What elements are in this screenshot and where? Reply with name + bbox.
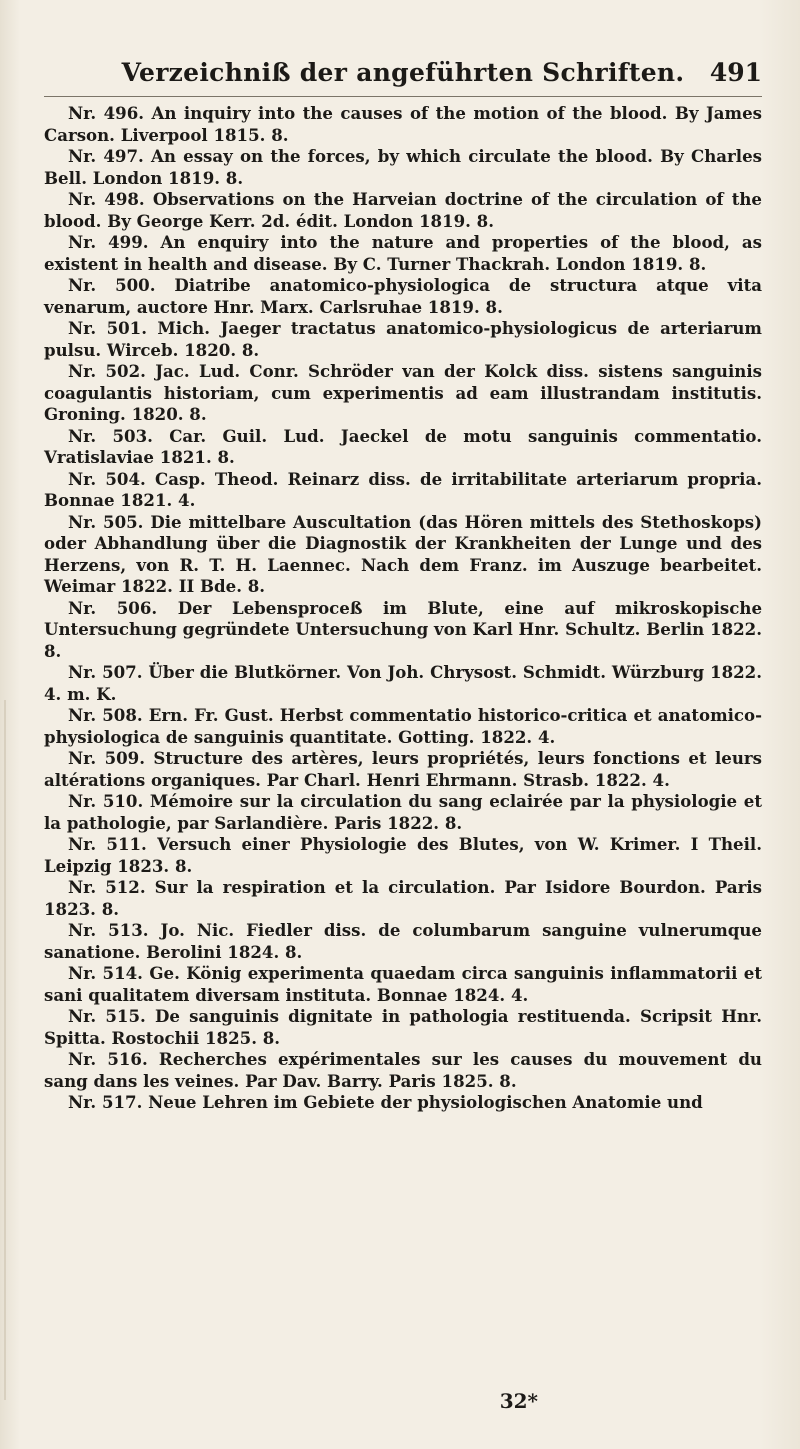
bibliography-entry: Nr. 499. An enquiry into the nature and properties of the blood, as existent in health and disease. By C. Turner Thackrah. London 1819. 8. — [44, 232, 762, 274]
bibliography-entry: Nr. 506. Der Lebensproceß im Blute, eine auf mikroskopische Untersuchung gegründete Untersuchung von Karl Hnr. Schultz. Berlin 1822. 8. — [44, 597, 762, 661]
bibliography-entry: Nr. 510. Mémoire sur la circulation du sang eclairée par la physiologie et la pathologie, par Sarlandière. Paris 1822. 8. — [44, 791, 762, 833]
bibliography-entry: Nr. 508. Ern. Fr. Gust. Herbst commentatio historico-critica et anatomico-physiologica de sanguinis quantitate. Gotting. 1822. 4. — [44, 705, 762, 747]
page-edge-shadow — [4, 700, 6, 1400]
bibliography-entry: Nr. 505. Die mittelbare Auscultation (das Hören mittels des Stethoskops) oder Abhandlung über die Diagnostik der Krankheiten der Lunge und des Herzens, von R. T. H. Laennec. Nach dem Franz. im Auszuge bearbeitet. Weimar 1822. II Bde. 8. — [44, 511, 762, 596]
bibliography-entry: Nr. 509. Structure des artères, leurs propriétés, leurs fonctions et leurs altérations organiques. Par Charl. Henri Ehrmann. Strasb. 1822. 4. — [44, 748, 762, 790]
bibliography-entry: Nr. 502. Jac. Lud. Conr. Schröder van der Kolck diss. sistens sanguinis coagulantis historiam, cum experimentis ad eam illustrandam institutis. Groning. 1820. 8. — [44, 361, 762, 424]
bibliography-entry: Nr. 513. Jo. Nic. Fiedler diss. de columbarum sanguine vulnerumque sanatione. Berolini 1824. 8. — [44, 920, 762, 962]
signature-mark: 32* — [499, 1389, 538, 1413]
bibliography-entry: Nr. 517. Neue Lehren im Gebiete der physiologischen Anatomie und — [68, 1092, 703, 1112]
bibliography-entry: Nr. 498. Observations on the Harveian doctrine of the circulation of the blood. By George Kerr. 2d. édit. London 1819. 8. — [44, 189, 762, 231]
bibliography-entry: Nr. 516. Recherches expérimentales sur les causes du mouvement du sang dans les veines. Par Dav. Barry. Paris 1825. 8. — [44, 1049, 762, 1091]
bibliography-entry: Nr. 515. De sanguinis dignitate in pathologia restituenda. Scripsit Hnr. Spitta. Rostochii 1825. 8. — [44, 1006, 762, 1048]
bibliography-entry: Nr. 500. Diatribe anatomico-physiologica de structura atque vita venarum, auctore Hnr. Marx. Carlsruhae 1819. 8. — [44, 275, 762, 317]
bibliography-entry: Nr. 496. An inquiry into the causes of the motion of the blood. By James Carson. Liverpool 1815. 8. — [44, 103, 762, 145]
bibliography-entry: Nr. 504. Casp. Theod. Reinarz diss. de irritabilitate arteriarum propria. Bonnae 1821. 4. — [44, 468, 762, 510]
bibliography-entry: Nr. 514. Ge. König experimenta quaedam circa sanguinis inflammatorii et sani qualitatem diversam instituta. Bonnae 1824. 4. — [44, 963, 762, 1005]
bibliography-entry: Nr. 497. An essay on the forces, by which circulate the blood. By Charles Bell. London 1819. 8. — [44, 146, 762, 188]
bibliography-entry: Nr. 501. Mich. Jaeger tractatus anatomico-physiologicus de arteriarum pulsu. Wirceb. 1820. 8. — [44, 318, 762, 360]
bibliography-entry: Nr. 511. Versuch einer Physiologie des Blutes, von W. Krimer. I Theil. Leipzig 1823. 8. — [44, 834, 762, 876]
page-number: 491 — [709, 58, 762, 87]
header-rule — [44, 96, 762, 97]
page-header — [44, 58, 762, 98]
bibliography-entry: Nr. 503. Car. Guil. Lud. Jaeckel de motu sanguinis commentatio. Vratislaviae 1821. 8. — [44, 425, 762, 467]
bibliography-entry: Nr. 512. Sur la respiration et la circulation. Par Isidore Bourdon. Paris 1823. 8. — [44, 877, 762, 919]
bibliography-entry: Nr. 507. Über die Blutkörner. Von Joh. Chrysost. Schmidt. Würzburg 1822. 4. m. K. — [44, 662, 762, 704]
running-title: Verzeichniß der angeführten Schriften. — [121, 58, 685, 87]
bibliography-list — [44, 103, 762, 1114]
